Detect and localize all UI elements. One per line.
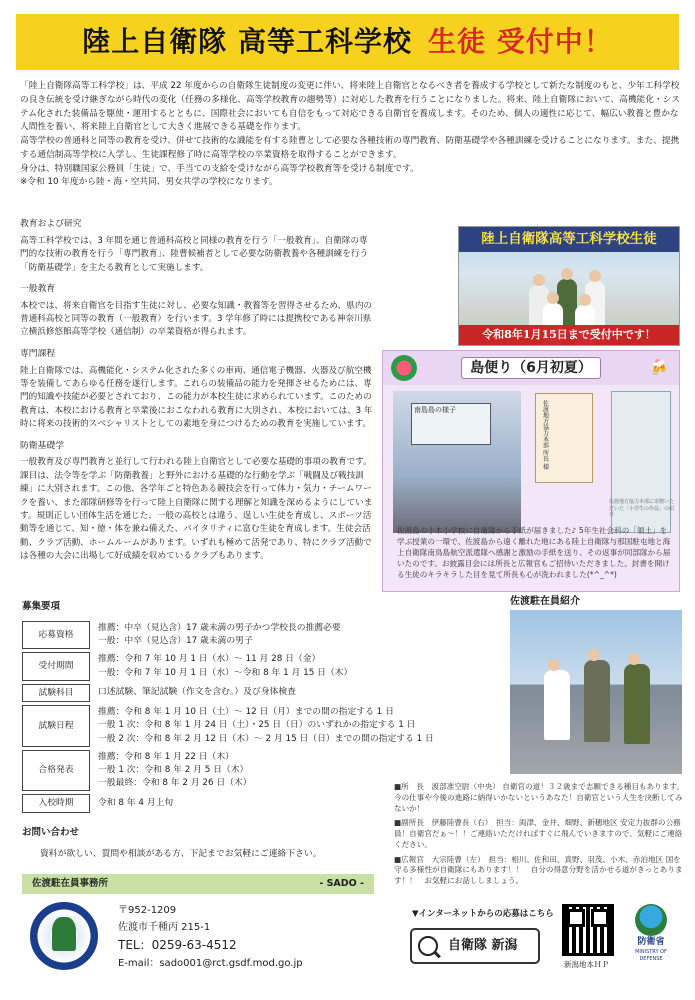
section-text: 高等工科学校では、3 年間を通じ普通科高校と同様の教育を行う「一般教育」、自衛隊の専門的な技術の教育を行う「専門教育」、陸曹候補者として必要な防衛教養や各種訓練を行う「防衛基礎学」を主たる教育として実施します。: [20, 235, 369, 273]
value-line: 一般 2 次：令和 8 年 2 月 12 日（木）～ 2 月 15 日（日）までの間の指定する 1 日: [98, 733, 434, 744]
photo-caption-top: 陸上自衛隊高等工科学校生徒: [459, 227, 679, 252]
section-heading: 防衛基礎学: [20, 440, 64, 451]
island-news-header: [383, 351, 679, 385]
island-news-text: 佐渡島の小木小学校に自衛隊から手紙が届きました♪ 5年生社会科の「領土」を学ぶ授業の一環で、佐渡島から遠く離れた地にある陸上自衛隊与那国駐屯地と海上自衛隊南鳥島航空派遣隊へ感謝と激励の手紙を送り、その返事が同部隊から届いたのです。お披露目会には所長と広報官もご招待いただきました。封書を開ける生徒のキラキラした目を見て所長も心が洗われました(*^_^*): [397, 526, 671, 579]
banner-highlight: 生徒 受付中！: [428, 25, 613, 59]
students-photo: [458, 226, 680, 346]
value-line: 一般：令和 7 年 10 月 1 日（水）～令和 8 年 1 月 15 日（木）: [98, 667, 353, 678]
value-line: 推薦：中卒（見込含）17 歳未満の男子かつ学校長の推薦必要: [98, 623, 341, 633]
phone-number: TEL：0259-63-4512: [118, 938, 237, 952]
staff-notes: [394, 782, 684, 891]
letter-photo: [535, 393, 593, 483]
value-line: 一般：中卒（見込含）17 歳未満の男子: [98, 636, 253, 647]
intro-text: [20, 80, 680, 190]
intro-paragraph: 「陸上自衛隊高等工科学校」は、平成 22 年度からの自衛隊生徒制度の変更に伴い、将来陸上自衛官となるべき者を養成する学校として新たな制度のもと、少年工科学校の良き伝統を受け継ぎながら時代の変化（任務の多様化、高等学校教育の趨勢等）に対応した教育を行うことになりました。将来、陸上自衛隊において、高機能化・システム化された装備品を駆使・運用するとともに、国際社会においても自信をもって対応できる自衛官を養成します。そのため、個人の適性に応じて、幅広い教養と豊かな人間性を養い、将来陸上自衛官として大きく進展できる基礎を作ります。: [20, 81, 680, 133]
office-tag: - SADO -: [319, 878, 364, 890]
value-line: 令和 8 年 4 月上旬: [98, 798, 174, 808]
zip-code: 〒952-1209: [118, 905, 177, 916]
mod-name-jp: 防衛省: [637, 937, 665, 947]
office-address: [118, 903, 303, 972]
row-label: 試験科目: [22, 684, 90, 702]
table-row: [22, 684, 502, 702]
web-apply-label: ▼インターネットからの応募はこちら: [412, 909, 554, 919]
mod-logo-icon: [635, 904, 667, 936]
search-icon: [418, 936, 438, 956]
qr-caption: 新潟地本ＨＰ: [564, 960, 609, 969]
row-value: [90, 652, 502, 680]
section-text: 陸上自衛隊では、高機能化・システム化された多くの車両、通信電子機器、火器及び航空機等を装備してあらゆる任務を遂行します。これらの装備品の能力を発揮させるためには、専門的知識や技能が必要とされており、この能力が本校生徒に求められています。このための教育は、本校における教育と卒業後におこなわれる教育に大別され、本校においては、3 年時に将来の技術的スペシャリストとしての素地を身につけるための教育を実施しています。: [20, 365, 373, 430]
table-row: [22, 621, 502, 649]
search-text: 自衛隊 新潟: [448, 937, 518, 953]
row-value: [90, 705, 502, 747]
banner-title: 陸上自衛隊 高等工科学校: [82, 25, 412, 59]
island-news-title: 島便り（6月初夏）: [461, 357, 601, 379]
value-line: 推薦：令和 8 年 1 月 22 日（木）: [98, 751, 234, 762]
value-line: 推薦：令和 8 年 1 月 10 日（土）～ 12 日（月）までの間の指定する 1 日: [98, 707, 394, 718]
value-line: 推薦：令和 7 年 10 月 1 日（水）～ 11 月 28 日（金）: [98, 654, 321, 665]
certificate-caption: 佐渡地方協力本部に寄贈いただいた「小学生の作品」の紹介: [609, 499, 675, 518]
intro-paragraph: 身分は、特別職国家公務員「生徒」で、手当ての支給を受けながら高等学校教育等を受ける制度です。: [20, 163, 419, 174]
island-news-box: [382, 350, 680, 592]
staff-figure: [624, 664, 650, 744]
intro-paragraph: ※令和 10 年度から陸・海・空共同、男女共学の学校になります。: [20, 177, 278, 188]
staff-note: ■副所長 伊藤陸曹長（右） 担当：両津、金井、畑野、新穂地区 安定力抜群の公務員！自衛官だぁ～！！ご連絡いただければすぐに飛んでいきますので、気軽にご連絡ください。: [394, 818, 683, 849]
education-section: [20, 218, 375, 564]
value-line: 口述試験、筆記試験（作文を含む。）及び身体検査: [98, 687, 296, 698]
mod-name-en: MINISTRY OF DEFENSE: [635, 948, 667, 962]
row-label: 受付期間: [22, 652, 90, 680]
hibiscus-icon: [391, 355, 417, 381]
street-address: 佐渡市千種丙 215-1: [118, 921, 211, 933]
row-label: 応募資格: [22, 621, 90, 649]
row-label: 入校時期: [22, 794, 90, 812]
search-box[interactable]: [410, 928, 540, 964]
table-row: [22, 652, 502, 680]
section-heading: 専門課程: [20, 348, 56, 359]
classroom-photo: [393, 391, 521, 533]
email-address[interactable]: E-mail：sado001@rct.gsdf.mod.go.jp: [118, 957, 303, 969]
office-bar: [22, 874, 374, 894]
row-value: [90, 621, 502, 649]
row-label: 合格発表: [22, 750, 90, 792]
letter-text: 佐渡地方協力本部 所長 様: [541, 400, 549, 470]
section-text: 本校では、将来自衛官を目指す生徒に対し、必要な知識・教養等を習得させるため、県内の普通科高校と同等の教育（一般教育）を行います。3 学年修了時には提携校である神奈川県立横浜修悠館高等学校（通信制）の卒業資格が得られます。: [20, 300, 373, 338]
requirements-title: 募集要項: [22, 601, 61, 612]
title-banner: [16, 14, 679, 70]
staff-note: ■所 長 渡部准空尉（中央） 自衛官の道！３２歳まで志願できる種目もあります。今の仕事や今後の進路に納得いかないというあなた！自衛官という人生を決断してみないか！: [394, 782, 684, 813]
row-value: [90, 684, 502, 702]
office-name: 佐渡駐在員事務所: [32, 878, 109, 890]
contact-title: お問い合わせ: [22, 827, 80, 838]
photo-caption-bottom: 令和8年1月15日まで受付中です！: [459, 325, 679, 345]
mod-logo: [626, 904, 676, 963]
value-line: 一般 1 次：令和 8 年 1 月 24 日（土）・25 日（日）のいずれかの指定する 1 日: [98, 720, 416, 731]
qr-code-icon[interactable]: [562, 904, 614, 956]
section-text: 一般教育及び専門教育と並行して行われる陸上自衛官として必要な基礎的事項の教育です。課目は、法令等を学ぶ「防衛教養」と野外における基礎的な行動を学ぶ「戦闘及び戦技訓練」に大別されます。この他、各学年ごと特色ある競技会を行って体力・気力・チームワークを養い、また部隊研修等を行って陸上自衛隊に関する理解と知識を深めるようにしています。規則正しい団体生活を通じた、一般の高校とは違う、逞しい生徒を育成し、スポーツ活動等を通じて、知・徳・体を兼ね備えた、バイタリティに富む生徒を育成します。生徒会活動、クラブ活動、ホームルームがあります。いずれも極めて活発であり、特にクラブ活動では各種の大会に出場して好成績を収めているクラブもあります。: [20, 457, 373, 562]
staff-note: ■広報官 大宗陸曹（左） 担当：相川、佐和田、真野、羽茂、小木、赤泊地区 国を守る多様性が自衛隊にもあります！！ 自分の得意分野を活かせる道がきっとあります！！ お気軽にお話ししましょう。: [394, 854, 683, 886]
staff-title: 佐渡駐在員紹介: [510, 596, 580, 607]
row-label: 試験日程: [22, 705, 90, 747]
screen-slide: 南島島の様子: [411, 403, 491, 445]
section-heading: 教育および研究: [20, 219, 82, 229]
intro-paragraph: 高等学校の普通科と同等の教育を受け、併せて技術的な識能を有する陸曹として必要な各種技術の専門教育、防衛基礎学や各種訓練を受けることになります。また、提携する通信制高等学校に入学し、生徒課程修了時に高等学校の卒業資格を取得することができます。: [20, 136, 680, 160]
value-line: 一般最終：令和 8 年 2 月 26 日（木）: [98, 778, 252, 789]
office-emblem-icon: [30, 902, 98, 970]
table-row: [22, 705, 502, 747]
section-heading: 一般教育: [20, 283, 56, 294]
staff-photo: [510, 610, 682, 774]
value-line: 一般 1 次：令和 8 年 2 月 5 日（木）: [98, 764, 249, 775]
staff-figure: [584, 660, 610, 742]
cup-icon: 🍻: [649, 358, 669, 377]
contact-text: 資料が欲しい、質問や相談がある方、下記までお気軽にご連絡下さい。: [40, 849, 322, 859]
staff-figure: [544, 670, 570, 740]
